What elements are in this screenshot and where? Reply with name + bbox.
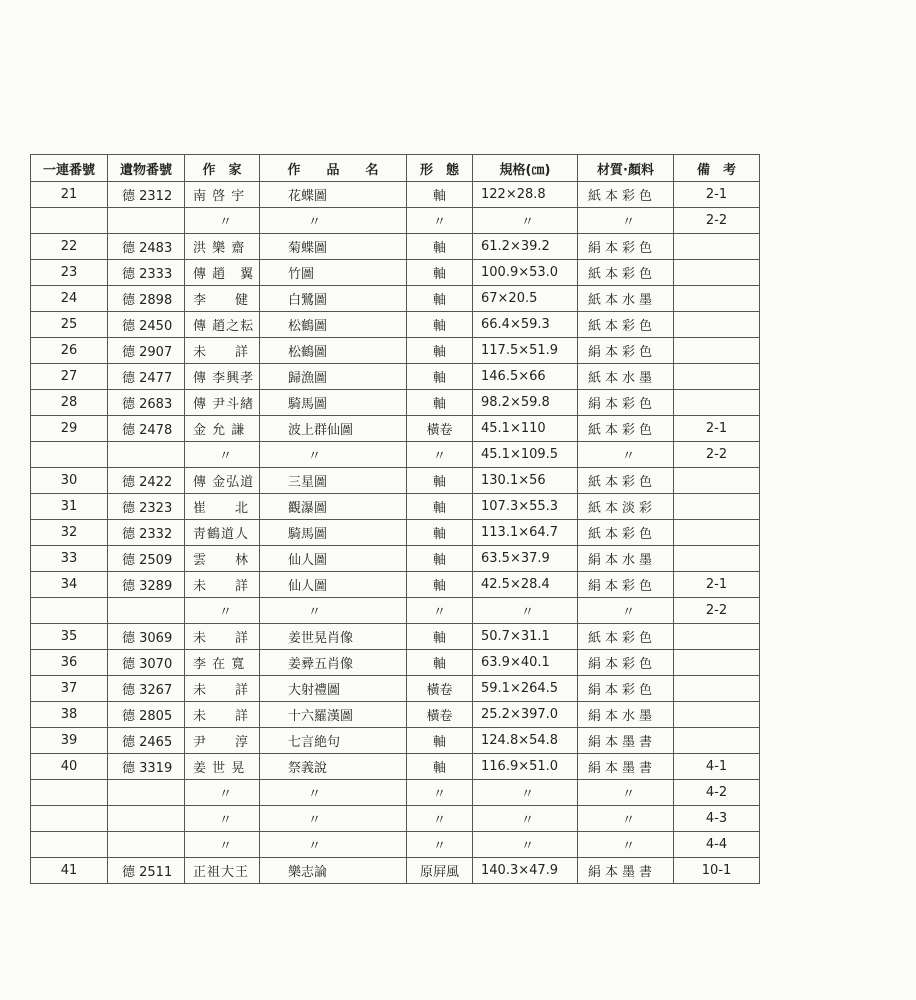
work-title-cell: 〃: [260, 832, 407, 858]
material-cell: 絹本彩色: [578, 390, 674, 416]
table-row: [31, 702, 760, 728]
form-cell: 軸: [407, 624, 473, 650]
remarks-cell: [674, 390, 760, 416]
artifact-number-cell: 德 2907: [108, 338, 185, 364]
artifact-number-cell: [108, 442, 185, 468]
remarks-cell: [674, 260, 760, 286]
remarks-cell: [674, 520, 760, 546]
serial-number-cell: 40: [31, 754, 108, 780]
serial-number-cell: 39: [31, 728, 108, 754]
size-cell: 〃: [473, 832, 578, 858]
remarks-cell: [674, 494, 760, 520]
serial-number-cell: [31, 832, 108, 858]
material-cell: 絹本彩色: [578, 234, 674, 260]
table-row: [31, 806, 760, 832]
table-row: [31, 260, 760, 286]
material-cell: 紙本水墨: [578, 364, 674, 390]
artifact-number-cell: 德 2478: [108, 416, 185, 442]
table-row: [31, 494, 760, 520]
table-row: [31, 650, 760, 676]
serial-number-cell: 23: [31, 260, 108, 286]
serial-number-cell: [31, 806, 108, 832]
material-cell: 〃: [578, 598, 674, 624]
size-cell: 146.5×66: [473, 364, 578, 390]
work-title-cell: 姜彛五肖像: [260, 650, 407, 676]
remarks-cell: [674, 364, 760, 390]
size-cell: 59.1×264.5: [473, 676, 578, 702]
remarks-cell: [674, 234, 760, 260]
material-cell: 紙本彩色: [578, 624, 674, 650]
serial-number-cell: 31: [31, 494, 108, 520]
material-cell: 〃: [578, 780, 674, 806]
artifact-number-cell: 德 3289: [108, 572, 185, 598]
table-row: [31, 676, 760, 702]
artist-cell: 金 允 謙: [185, 416, 260, 442]
artifact-number-cell: 德 2683: [108, 390, 185, 416]
serial-number-cell: [31, 208, 108, 234]
size-cell: 107.3×55.3: [473, 494, 578, 520]
artifact-number-cell: 德 2333: [108, 260, 185, 286]
work-title-cell: 波上群仙圖: [260, 416, 407, 442]
table-row: [31, 468, 760, 494]
header-work-title: 作 品 名: [260, 155, 407, 182]
size-cell: 63.5×37.9: [473, 546, 578, 572]
size-cell: 116.9×51.0: [473, 754, 578, 780]
work-title-cell: 三星圖: [260, 468, 407, 494]
material-cell: 紙本彩色: [578, 260, 674, 286]
artist-cell: 〃: [185, 598, 260, 624]
artifact-number-cell: 德 3069: [108, 624, 185, 650]
table-row: [31, 390, 760, 416]
form-cell: 〃: [407, 780, 473, 806]
table-row: [31, 728, 760, 754]
table-row: [31, 780, 760, 806]
material-cell: 絹本彩色: [578, 650, 674, 676]
table-row: [31, 546, 760, 572]
material-cell: 絹本水墨: [578, 546, 674, 572]
artifact-number-cell: [108, 806, 185, 832]
remarks-cell: 4-2: [674, 780, 760, 806]
table-row: [31, 208, 760, 234]
material-cell: 〃: [578, 208, 674, 234]
artist-cell: 傳 尹斗緖: [185, 390, 260, 416]
artifact-number-cell: 德 2483: [108, 234, 185, 260]
header-artifact-number: 遺物番號: [108, 155, 185, 182]
artifact-number-cell: 德 2511: [108, 858, 185, 884]
form-cell: 〃: [407, 806, 473, 832]
remarks-cell: 2-1: [674, 572, 760, 598]
artist-cell: 〃: [185, 806, 260, 832]
remarks-cell: [674, 624, 760, 650]
artist-cell: 〃: [185, 208, 260, 234]
remarks-cell: [674, 312, 760, 338]
artifact-number-cell: 德 2450: [108, 312, 185, 338]
table-row: [31, 624, 760, 650]
form-cell: 原屛風: [407, 858, 473, 884]
size-cell: 〃: [473, 780, 578, 806]
size-cell: 〃: [473, 806, 578, 832]
artist-cell: 靑鶴道人: [185, 520, 260, 546]
table-row: [31, 832, 760, 858]
remarks-cell: [674, 676, 760, 702]
material-cell: 〃: [578, 832, 674, 858]
artist-cell: 〃: [185, 832, 260, 858]
serial-number-cell: 33: [31, 546, 108, 572]
work-title-cell: 祭義說: [260, 754, 407, 780]
artist-cell: 未 詳: [185, 676, 260, 702]
form-cell: 軸: [407, 390, 473, 416]
artist-cell: 崔 北: [185, 494, 260, 520]
serial-number-cell: 34: [31, 572, 108, 598]
form-cell: 軸: [407, 364, 473, 390]
form-cell: 軸: [407, 260, 473, 286]
artist-cell: 尹 淳: [185, 728, 260, 754]
size-cell: 〃: [473, 208, 578, 234]
remarks-cell: 2-2: [674, 442, 760, 468]
size-cell: 63.9×40.1: [473, 650, 578, 676]
work-title-cell: 竹圖: [260, 260, 407, 286]
material-cell: 紙本彩色: [578, 468, 674, 494]
form-cell: 軸: [407, 338, 473, 364]
form-cell: 橫卷: [407, 416, 473, 442]
artist-cell: 〃: [185, 780, 260, 806]
work-title-cell: 〃: [260, 598, 407, 624]
size-cell: 45.1×110: [473, 416, 578, 442]
serial-number-cell: 24: [31, 286, 108, 312]
artist-cell: 傳 趙 翼: [185, 260, 260, 286]
serial-number-cell: [31, 598, 108, 624]
work-title-cell: 仙人圖: [260, 546, 407, 572]
table-row: [31, 520, 760, 546]
artifact-number-cell: [108, 208, 185, 234]
form-cell: 軸: [407, 650, 473, 676]
header-material: 材質·顏料: [578, 155, 674, 182]
table-row: [31, 286, 760, 312]
work-title-cell: 大射禮圖: [260, 676, 407, 702]
work-title-cell: 〃: [260, 208, 407, 234]
table-row: [31, 312, 760, 338]
work-title-cell: 觀瀑圖: [260, 494, 407, 520]
remarks-cell: 4-3: [674, 806, 760, 832]
work-title-cell: 樂志論: [260, 858, 407, 884]
header-size: 規格(㎝): [473, 155, 578, 182]
material-cell: 絹本墨書: [578, 754, 674, 780]
serial-number-cell: 29: [31, 416, 108, 442]
artifact-number-cell: 德 3319: [108, 754, 185, 780]
header-form: 形 態: [407, 155, 473, 182]
form-cell: 〃: [407, 208, 473, 234]
material-cell: 〃: [578, 806, 674, 832]
remarks-cell: 4-4: [674, 832, 760, 858]
size-cell: 100.9×53.0: [473, 260, 578, 286]
artist-cell: 〃: [185, 442, 260, 468]
serial-number-cell: 41: [31, 858, 108, 884]
form-cell: 軸: [407, 728, 473, 754]
form-cell: 軸: [407, 494, 473, 520]
material-cell: 絹本彩色: [578, 338, 674, 364]
artist-cell: 雲 林: [185, 546, 260, 572]
artifact-number-cell: [108, 598, 185, 624]
artist-cell: 未 詳: [185, 702, 260, 728]
remarks-cell: [674, 728, 760, 754]
material-cell: 紙本彩色: [578, 182, 674, 208]
table-row: [31, 234, 760, 260]
table-row: [31, 416, 760, 442]
size-cell: 140.3×47.9: [473, 858, 578, 884]
material-cell: 絹本墨書: [578, 728, 674, 754]
remarks-cell: [674, 468, 760, 494]
table-row: [31, 754, 760, 780]
form-cell: 〃: [407, 442, 473, 468]
table-row: [31, 858, 760, 884]
remarks-cell: 2-1: [674, 182, 760, 208]
form-cell: 軸: [407, 286, 473, 312]
artist-cell: 未 詳: [185, 338, 260, 364]
header-artist: 作 家: [185, 155, 260, 182]
serial-number-cell: 27: [31, 364, 108, 390]
remarks-cell: 2-1: [674, 416, 760, 442]
serial-number-cell: 37: [31, 676, 108, 702]
work-title-cell: 松鶴圖: [260, 338, 407, 364]
material-cell: 絹本彩色: [578, 572, 674, 598]
form-cell: 軸: [407, 234, 473, 260]
size-cell: 61.2×39.2: [473, 234, 578, 260]
size-cell: 117.5×51.9: [473, 338, 578, 364]
artifact-number-cell: 德 2477: [108, 364, 185, 390]
artifact-number-cell: 德 2312: [108, 182, 185, 208]
artifact-number-cell: 德 2898: [108, 286, 185, 312]
work-title-cell: 騎馬圖: [260, 390, 407, 416]
form-cell: 軸: [407, 572, 473, 598]
work-title-cell: 七言絶句: [260, 728, 407, 754]
artist-cell: 正祖大王: [185, 858, 260, 884]
remarks-cell: 2-2: [674, 208, 760, 234]
form-cell: 軸: [407, 468, 473, 494]
size-cell: 42.5×28.4: [473, 572, 578, 598]
table-row: [31, 442, 760, 468]
remarks-cell: [674, 338, 760, 364]
size-cell: 98.2×59.8: [473, 390, 578, 416]
artifact-number-cell: 德 2422: [108, 468, 185, 494]
size-cell: 50.7×31.1: [473, 624, 578, 650]
artifact-number-cell: 德 2509: [108, 546, 185, 572]
material-cell: 紙本水墨: [578, 286, 674, 312]
work-title-cell: 〃: [260, 806, 407, 832]
remarks-cell: [674, 286, 760, 312]
header-serial-number: 一連番號: [31, 155, 108, 182]
artist-cell: 傳 金弘道: [185, 468, 260, 494]
size-cell: 124.8×54.8: [473, 728, 578, 754]
artist-cell: 姜 世 晃: [185, 754, 260, 780]
work-title-cell: 花蝶圖: [260, 182, 407, 208]
material-cell: 〃: [578, 442, 674, 468]
serial-number-cell: [31, 780, 108, 806]
serial-number-cell: 25: [31, 312, 108, 338]
material-cell: 絹本彩色: [578, 676, 674, 702]
form-cell: 軸: [407, 546, 473, 572]
form-cell: 橫卷: [407, 702, 473, 728]
work-title-cell: 松鶴圖: [260, 312, 407, 338]
size-cell: 〃: [473, 598, 578, 624]
artifact-number-cell: 德 3267: [108, 676, 185, 702]
artifact-number-cell: [108, 832, 185, 858]
artifact-number-cell: 德 2465: [108, 728, 185, 754]
remarks-cell: [674, 702, 760, 728]
work-title-cell: 白鷺圖: [260, 286, 407, 312]
artist-cell: 傳 趙之耘: [185, 312, 260, 338]
artifact-number-cell: 德 2323: [108, 494, 185, 520]
artist-cell: 南 啓 宇: [185, 182, 260, 208]
remarks-cell: 2-2: [674, 598, 760, 624]
size-cell: 67×20.5: [473, 286, 578, 312]
artist-cell: 未 詳: [185, 572, 260, 598]
table-row: [31, 572, 760, 598]
size-cell: 66.4×59.3: [473, 312, 578, 338]
size-cell: 45.1×109.5: [473, 442, 578, 468]
artist-cell: 洪 樂 齋: [185, 234, 260, 260]
serial-number-cell: 30: [31, 468, 108, 494]
form-cell: 軸: [407, 754, 473, 780]
form-cell: 軸: [407, 182, 473, 208]
form-cell: 軸: [407, 520, 473, 546]
remarks-cell: 4-1: [674, 754, 760, 780]
artist-cell: 李 健: [185, 286, 260, 312]
artist-cell: 傳 李興孝: [185, 364, 260, 390]
artifact-number-cell: 德 2805: [108, 702, 185, 728]
work-title-cell: 十六羅漢圖: [260, 702, 407, 728]
material-cell: 紙本淡彩: [578, 494, 674, 520]
size-cell: 113.1×64.7: [473, 520, 578, 546]
material-cell: 紙本彩色: [578, 312, 674, 338]
artist-cell: 未 詳: [185, 624, 260, 650]
remarks-cell: 10-1: [674, 858, 760, 884]
serial-number-cell: 21: [31, 182, 108, 208]
table-header-row: [31, 155, 760, 182]
form-cell: 〃: [407, 832, 473, 858]
material-cell: 紙本彩色: [578, 416, 674, 442]
serial-number-cell: [31, 442, 108, 468]
size-cell: 25.2×397.0: [473, 702, 578, 728]
form-cell: 〃: [407, 598, 473, 624]
table-row: [31, 182, 760, 208]
material-cell: 絹本水墨: [578, 702, 674, 728]
work-title-cell: 姜世晃肖像: [260, 624, 407, 650]
table-row: [31, 364, 760, 390]
serial-number-cell: 36: [31, 650, 108, 676]
artifact-number-cell: [108, 780, 185, 806]
serial-number-cell: 32: [31, 520, 108, 546]
serial-number-cell: 26: [31, 338, 108, 364]
table-row: [31, 338, 760, 364]
work-title-cell: 仙人圖: [260, 572, 407, 598]
material-cell: 絹本墨書: [578, 858, 674, 884]
serial-number-cell: 28: [31, 390, 108, 416]
remarks-cell: [674, 650, 760, 676]
remarks-cell: [674, 546, 760, 572]
work-title-cell: 菊蝶圖: [260, 234, 407, 260]
serial-number-cell: 35: [31, 624, 108, 650]
form-cell: 軸: [407, 312, 473, 338]
size-cell: 122×28.8: [473, 182, 578, 208]
work-title-cell: 騎馬圖: [260, 520, 407, 546]
size-cell: 130.1×56: [473, 468, 578, 494]
work-title-cell: 〃: [260, 442, 407, 468]
serial-number-cell: 22: [31, 234, 108, 260]
artifact-number-cell: 德 3070: [108, 650, 185, 676]
artifact-catalog-table: [30, 154, 760, 884]
form-cell: 橫卷: [407, 676, 473, 702]
material-cell: 紙本彩色: [578, 520, 674, 546]
work-title-cell: 〃: [260, 780, 407, 806]
table-row: [31, 598, 760, 624]
artist-cell: 李 在 寬: [185, 650, 260, 676]
header-remarks: 備 考: [674, 155, 760, 182]
work-title-cell: 歸漁圖: [260, 364, 407, 390]
artifact-number-cell: 德 2332: [108, 520, 185, 546]
serial-number-cell: 38: [31, 702, 108, 728]
